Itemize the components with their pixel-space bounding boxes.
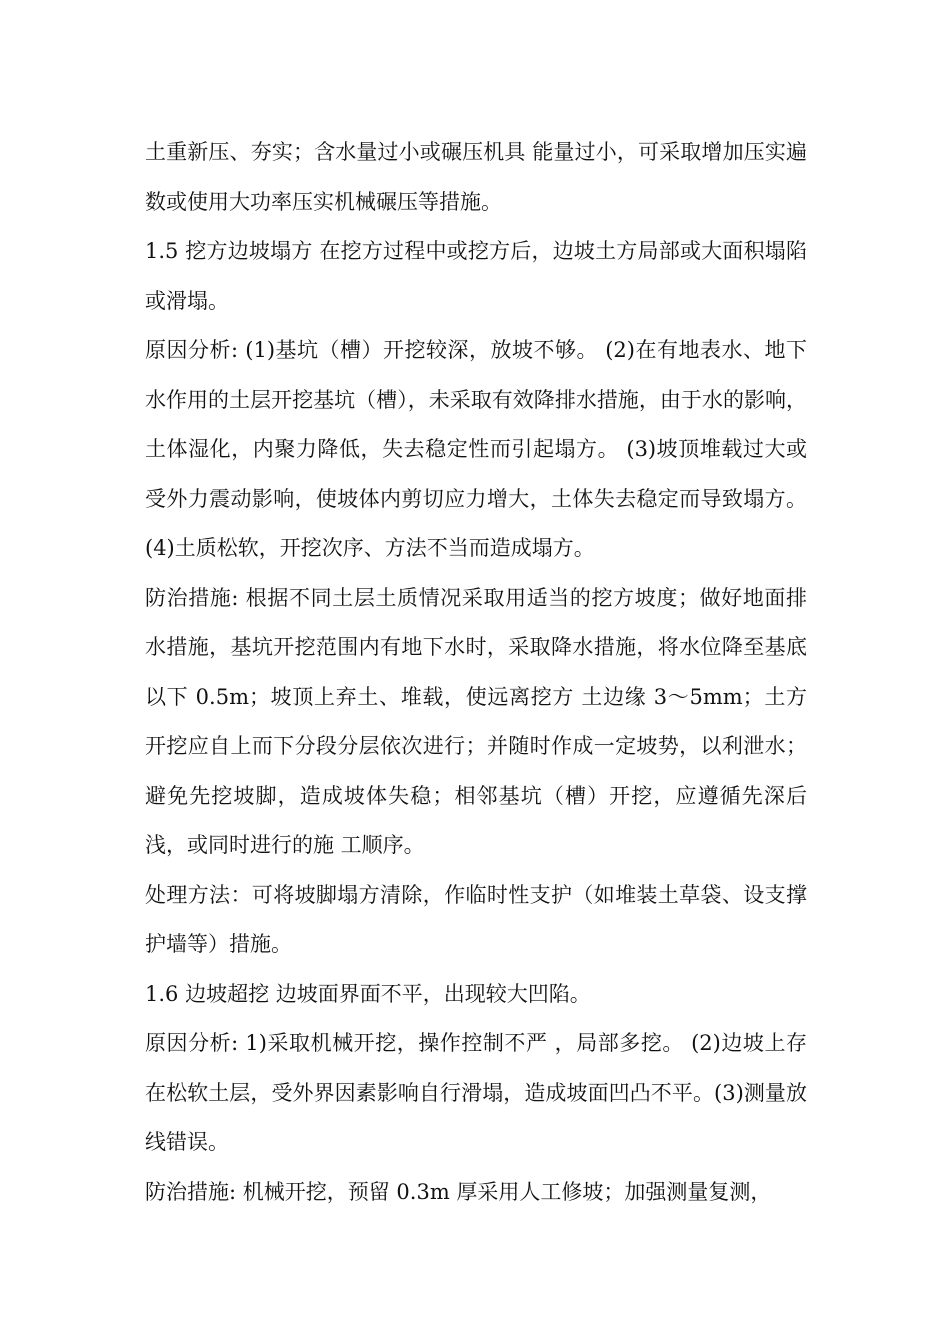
paragraph-overexcavation-cause-analysis: 原因分析: 1)采取机械开挖，操作控制不严 ，局部多挖。 (2)边坡上存在松软土层，受外界因素影响自行滑塌，造成坡面凹凸不平。(3)测量放线错误。 xyxy=(145,1031,807,1154)
paragraph-collapse-cause-analysis: 原因分析: (1)基坑（槽）开挖较深，放坡不够。 (2)在有地表水、地下水作用的土层开挖基坑（槽），未采取有效降排水措施，由于水的影响，土体湿化，内聚力降低，失去稳定性而引起塌方。 (3)坡顶堆载过大或受外力震动影响，使坡体内剪切应力增大，土体失去稳定而导致塌方。(4)土质松软，开挖次序、方法不当而造成塌方。 xyxy=(145,338,807,560)
heading-1-5-slope-collapse: 1.5 挖方边坡塌方 在挖方过程中或挖方后，边坡土方局部或大面积塌陷或滑塌。 xyxy=(145,239,807,313)
paragraph-overexcavation-prevention: 防治措施: 机械开挖，预留 0.3m 厚采用人工修坡；加强测量复测， xyxy=(145,1179,772,1204)
heading-1-6-slope-overexcavation: 1.6 边坡超挖 边坡面界面不平，出现较大凹陷。 xyxy=(145,981,591,1006)
paragraph-compaction-measures: 土重新压、夯实；含水量过小或碾压机具 能量过小，可采取增加压实遍数或使用大功率压实机械碾压等措施。 xyxy=(145,140,807,214)
paragraph-collapse-prevention: 防治措施: 根据不同土层土质情况采取用适当的挖方坡度；做好地面排水措施，基坑开挖范围内有地下水时，采取降水措施，将水位降至基底以下 0.5m；坡顶上弃土、堆载，使远离挖方 土边缘 3～5mm；土方开挖应自上而下分段分层依次进行；并随时作成一定坡势，以利泄水； 避免先挖坡脚，造成坡体失稳；相邻基坑（槽）开挖，应遵循先深后浅，或同时进行的施 工顺序。 xyxy=(145,585,807,857)
document-body xyxy=(145,128,807,1217)
paragraph-collapse-treatment: 处理方法：可将坡脚塌方清除，作临时性支护（如堆装土草袋、设支撑护墙等）措施。 xyxy=(145,882,807,956)
